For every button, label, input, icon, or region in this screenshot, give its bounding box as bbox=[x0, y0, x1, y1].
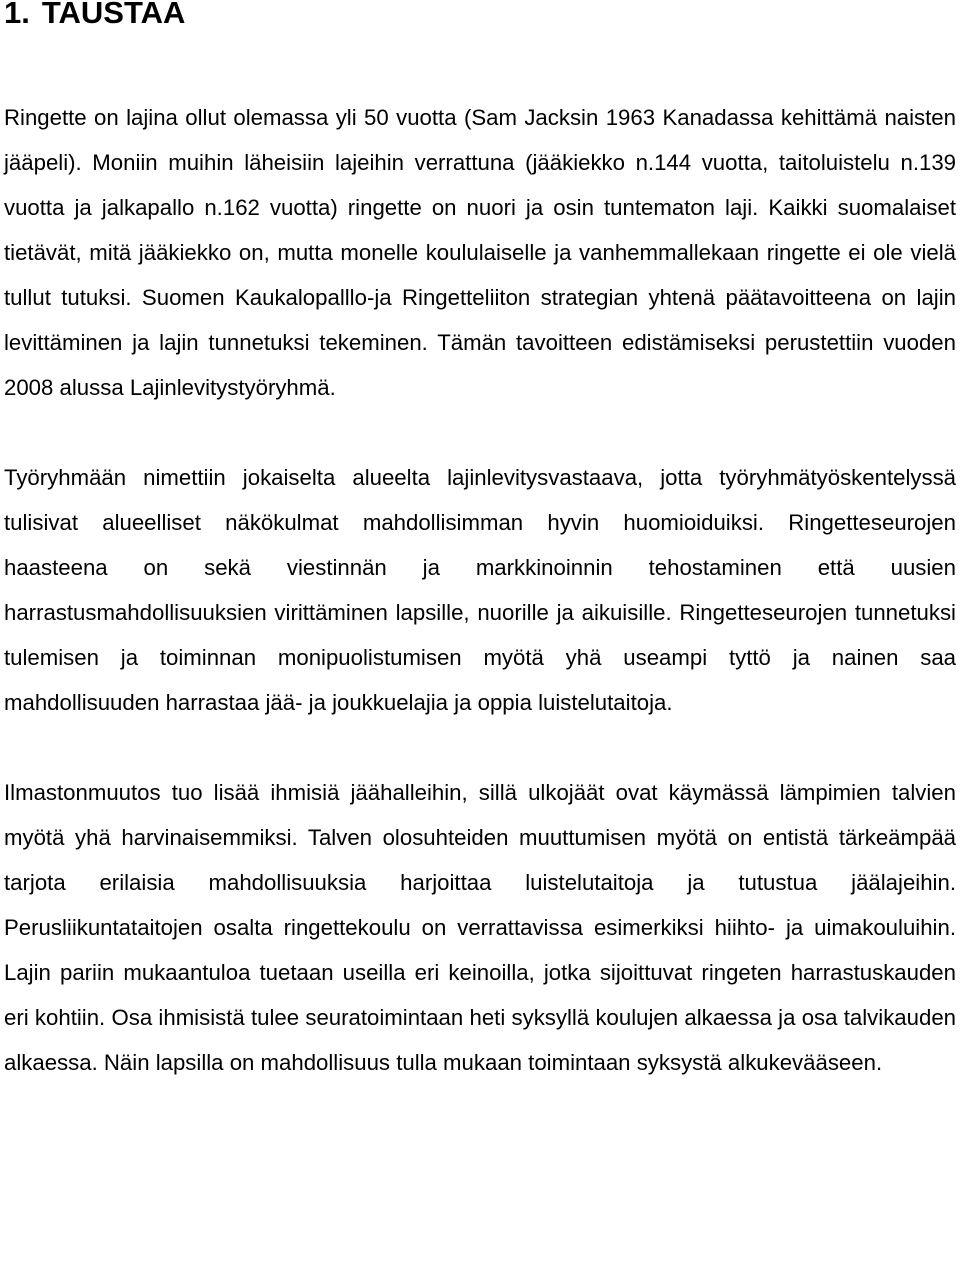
section-heading bbox=[4, 0, 960, 28]
paragraph-1: Ringette on lajina ollut olemassa yli 50 vuotta (Sam Jacksin 1963 Kanadassa kehittämä naisten jääpeli). Moniin muihin läheisiin lajeihin verrattuna (jääkiekko n.144 vuotta, taitoluistelu n.139 vuotta ja jalkapallo n.162 vuotta) ringette on nuori ja osin tuntematon laji. Kaikki suomalaiset tietävät, mitä jääkiekko on, mutta monelle koululaiselle ja vanhemmallekaan ringette ei ole vielä tullut tutuksi. Suomen Kaukalopalllo-ja Ringetteliiton strategian yhtenä päätavoitteena on lajin levittäminen ja lajin tunnetuksi tekeminen. Tämän tavoitteen edistämiseksi perustettiin vuoden 2008 alussa Lajinlevitystyöryhmä. bbox=[4, 105, 956, 400]
paragraph-2: Työryhmään nimettiin jokaiselta alueelta lajinlevitysvastaava, jotta työryhmätyöskentelyssä tulisivat alueelliset näkökulmat mahdollisimman hyvin huomioiduiksi. Ringetteseurojen haasteena on sekä viestinnän ja markkinoinnin tehostaminen että uusien harrastusmahdollisuuksien virittäminen lapsille, nuorille ja aikuisille. Ringetteseurojen tunnetuksi tulemisen ja toiminnan monipuolistumisen myötä yhä useampi tyttö ja nainen saa mahdollisuuden harrastaa jää- ja joukkuelajia ja oppia luistelutaitoja. bbox=[4, 465, 956, 715]
section-title: TAUSTAA bbox=[41, 0, 186, 30]
paragraph-3: Ilmastonmuutos tuo lisää ihmisiä jäähalleihin, sillä ulkojäät ovat käymässä lämpimien talvien myötä yhä harvinaisemmiksi. Talven olosuhteiden muuttumisen myötä on entistä tärkeämpää tarjota erilaisia mahdollisuuksia harjoittaa luistelutaitoja ja tutustua jäälajeihin. Perusliikuntataitojen osalta ringettekoulu on verrattavissa esimerkiksi hiihto- ja uimakouluihin. Lajin pariin mukaantuloa tuetaan useilla eri keinoilla, jotka sijoittuvat ringeten harrastuskauden eri kohtiin. Osa ihmisistä tulee seuratoimintaan heti syksyllä koulujen alkaessa ja osa talvikauden alkaessa. Näin lapsilla on mahdollisuus tulla mukaan toimintaan syksystä alkukevääseen. bbox=[4, 780, 956, 1075]
section-number: 1. bbox=[4, 0, 30, 30]
